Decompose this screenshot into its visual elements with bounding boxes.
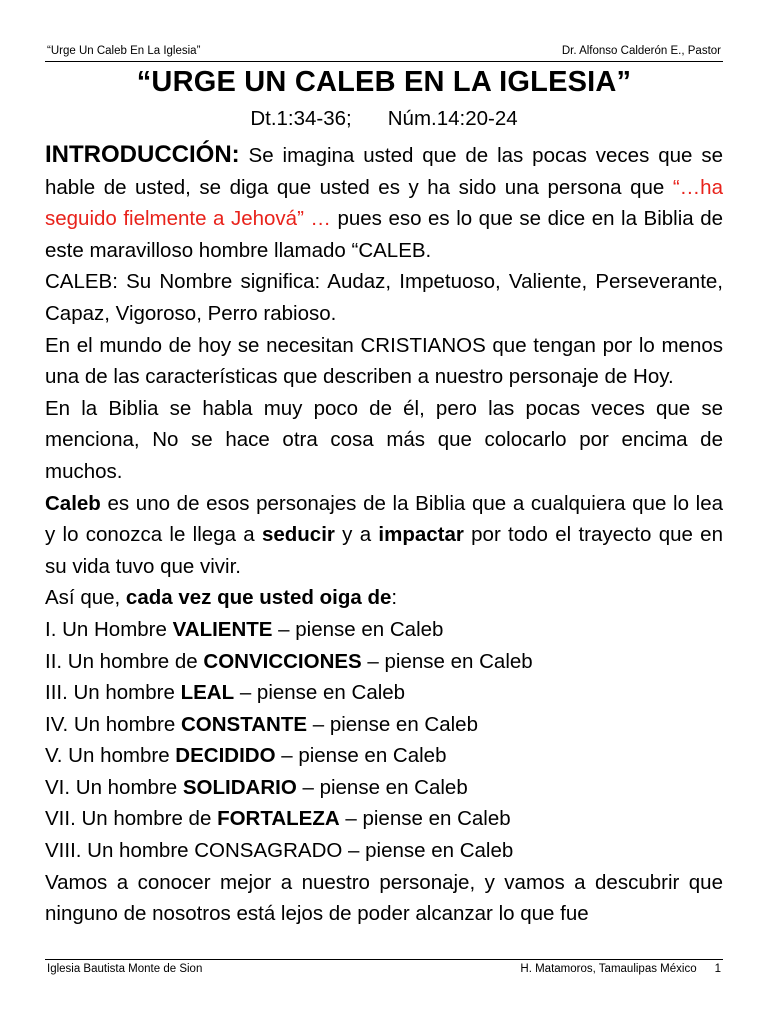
list-item-prefix: I. Un Hombre xyxy=(45,617,173,641)
asi-post: : xyxy=(391,586,398,610)
caleb-text-3: por todo el trayecto que en su vida tuvo que vivir. xyxy=(45,523,723,578)
caleb-paragraph xyxy=(45,488,723,583)
list-item-prefix: VIII. Un hombre CONSAGRADO – piense en Caleb xyxy=(45,839,514,863)
list-item xyxy=(45,740,723,772)
footer-church: Iglesia Bautista Monte de Sion xyxy=(47,963,203,975)
caleb-text-1: es uno de esos personajes de la Biblia que a cualquiera que lo lea y lo conozca le llega a xyxy=(45,491,723,547)
list-item-suffix: – piense en Caleb xyxy=(272,617,444,641)
impactar-word: impactar xyxy=(378,523,464,547)
name-meaning-paragraph: CALEB: Su Nombre significa: Audaz, Impetuoso, Valiente, Perseverante, Capaz, Vigoroso, Perro rabioso. xyxy=(45,270,723,325)
intro-paragraph xyxy=(45,139,723,266)
list-item-prefix: V. Un hombre xyxy=(45,744,176,768)
intro-text-1: Se imagina usted que de las pocas veces que se hable de usted, se diga que usted es y ha sido una persona que xyxy=(45,144,723,199)
footer-location: H. Matamoros, Tamaulipas México xyxy=(520,963,697,975)
list-item-suffix: – piense en Caleb xyxy=(307,712,478,736)
caleb-text-2: y a xyxy=(334,523,379,547)
list-item xyxy=(45,835,723,867)
intro-text-2: pues eso es lo que se dice en la Biblia de este maravilloso hombre llamado “CALEB. xyxy=(45,207,723,262)
header-title: “Urge Un Caleb En La Iglesia” xyxy=(47,45,201,57)
list-item xyxy=(45,614,723,646)
closing-paragraph: Vamos a conocer mejor a nuestro personaje, y vamos a descubrir que ninguno de nosotros está lejos de poder alcanzar lo que fue xyxy=(45,870,723,926)
caleb-name: Caleb xyxy=(45,491,101,515)
header-rule xyxy=(45,61,723,62)
reference-deuteronomy: Dt.1:34-36; xyxy=(250,107,352,130)
header-author: Dr. Alfonso Calderón E., Pastor xyxy=(561,45,721,57)
list-item-suffix: – piense en Caleb xyxy=(339,807,511,831)
list-item-quality: DECIDIDO xyxy=(175,744,276,768)
list-item-suffix: – piense en Caleb xyxy=(234,681,406,705)
intro-quote: “…ha seguido fielmente a Jehová” … xyxy=(45,175,723,231)
footer-location-group xyxy=(520,963,721,975)
list-item-prefix: VII. Un hombre de xyxy=(45,807,218,831)
list-item-quality: CONVICCIONES xyxy=(203,649,362,673)
list-item-quality: CONSTANTE xyxy=(180,712,308,736)
list-item-quality: VALIENTE xyxy=(172,617,273,641)
document-body xyxy=(45,139,723,930)
list-item xyxy=(45,772,723,804)
list-item-quality: SOLIDARIO xyxy=(182,775,297,799)
footer-rule xyxy=(45,959,723,960)
document-title: “URGE UN CALEB EN LA IGLESIA” xyxy=(136,66,632,98)
list-item-quality: LEAL xyxy=(180,681,235,705)
page-header xyxy=(47,45,721,57)
list-item-quality: FORTALEZA xyxy=(217,807,340,831)
bible-paragraph: En la Biblia se habla muy poco de él, pero las pocas veces que se menciona, No se hace otra cosa más que colocarlo por encima de muchos. xyxy=(45,396,723,483)
list-item xyxy=(45,646,723,678)
page-footer xyxy=(47,963,721,975)
list-item-prefix: III. Un hombre xyxy=(45,681,181,705)
list-item xyxy=(45,677,723,709)
asi-pre: Así que, xyxy=(45,586,126,610)
world-paragraph: En el mundo de hoy se necesitan CRISTIANOS que tengan por lo menos una de las características que describen a nuestro personaje de Hoy. xyxy=(45,333,723,389)
intro-heading: INTRODUCCIÓN: xyxy=(45,141,240,168)
list-item-prefix: VI. Un hombre xyxy=(45,775,183,799)
list-item-suffix: – piense en Caleb xyxy=(275,744,447,768)
list-item xyxy=(45,709,723,741)
reference-numbers: Núm.14:20-24 xyxy=(387,107,518,130)
list-item-suffix: – piense en Caleb xyxy=(296,775,468,799)
list-item-suffix: – piense en Caleb xyxy=(361,649,533,673)
asi-que-line xyxy=(45,582,723,614)
list-item-prefix: II. Un hombre de xyxy=(45,649,204,673)
bible-references xyxy=(0,107,768,131)
page-number: 1 xyxy=(714,963,721,975)
asi-bold: cada vez que usted oiga de xyxy=(125,586,392,610)
seducir-word: seducir xyxy=(261,523,335,547)
list-item xyxy=(45,803,723,835)
list-item-prefix: IV. Un hombre xyxy=(45,712,181,736)
